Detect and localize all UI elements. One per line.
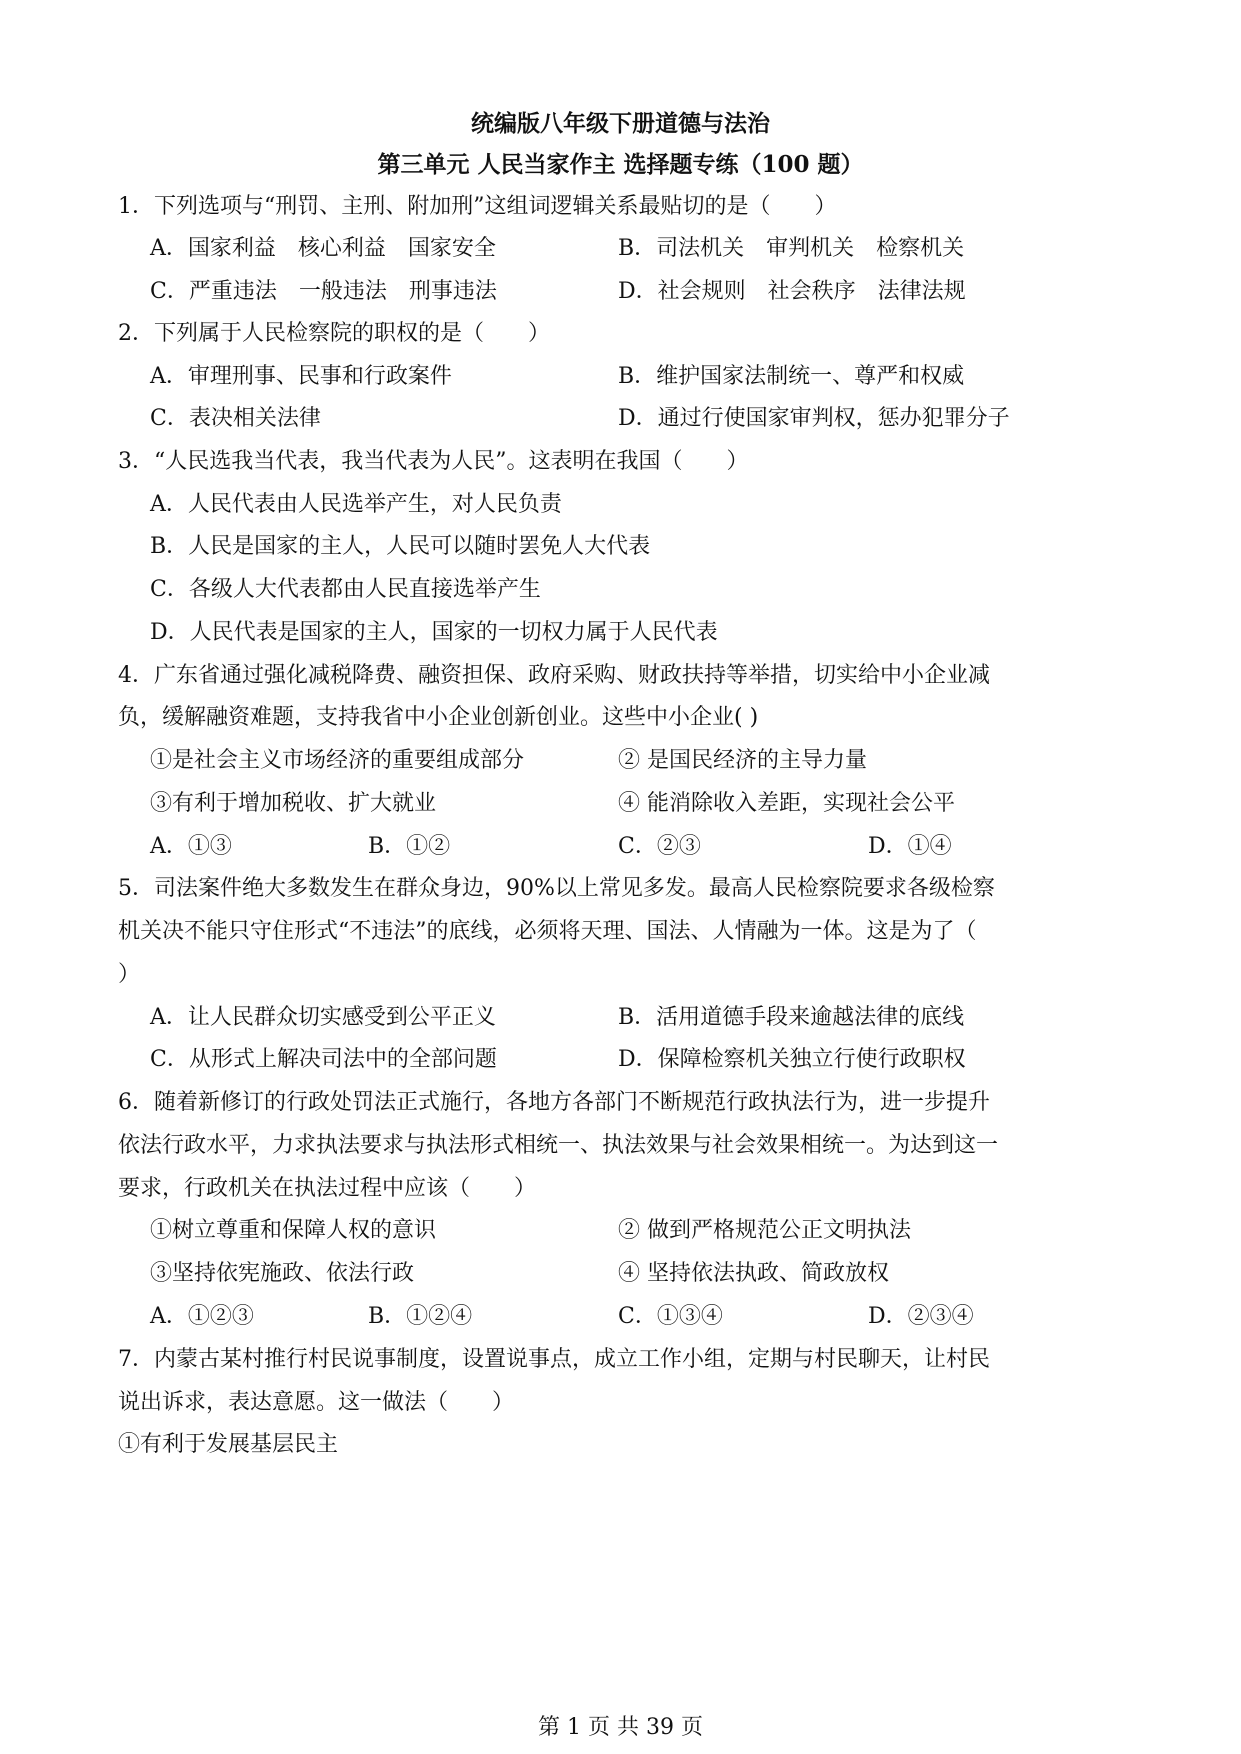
- question-2-option-c: C．表决相关法律: [150, 406, 321, 431]
- question-5-option-d: D．保障检察机关独立行使行政职权: [618, 1047, 966, 1072]
- question-4-statement-1: ①是社会主义市场经济的重要组成部分: [150, 748, 525, 773]
- question-4-option-b: B．①②: [368, 834, 451, 859]
- question-2-stem: 2．下列属于人民检察院的职权的是（ ）: [118, 321, 550, 346]
- question-6-option-a: A．①②③: [150, 1304, 254, 1329]
- question-4-stem-line-1: 4．广东省通过强化减税降费、融资担保、政府采购、财政扶持等举措，切实给中小企业减: [118, 663, 991, 688]
- question-4-option-a: A．①③: [150, 834, 232, 859]
- question-6-stem-line-3: 要求，行政机关在执法过程中应该（ ）: [118, 1176, 537, 1201]
- question-4-statement-3: ③有利于增加税收、扩大就业: [150, 791, 437, 816]
- question-3-option-a: A．人民代表由人民选举产生，对人民负责: [150, 492, 562, 517]
- document-subtitle: 第三单元 人民当家作主 选择题专练（100 题）: [377, 151, 864, 178]
- question-6-option-d: D．②③④: [868, 1304, 974, 1329]
- question-4-option-d: D．①④: [868, 834, 952, 859]
- question-6-stem-line-1: 6．随着新修订的行政处罚法正式施行，各地方各部门不断规范行政执法行为，进一步提升: [118, 1090, 991, 1115]
- question-1-stem: 1．下列选项与“刑罚、主刑、附加刑”这组词逻辑关系最贴切的是（ ）: [118, 194, 837, 219]
- question-1-option-c: C．严重违法 一般违法 刑事违法: [150, 279, 497, 304]
- question-5-stem-line-2: 机关决不能只守住形式“不违法”的底线，必须将天理、国法、人情融为一体。这是为了（: [118, 919, 977, 944]
- question-7-stem-line-2: 说出诉求，表达意愿。这一做法（ ）: [118, 1390, 515, 1415]
- question-3-stem: 3．“人民选我当代表，我当代表为人民”。这表明在我国（ ）: [118, 449, 749, 474]
- question-6-statement-3: ③坚持依宪施政、依法行政: [150, 1261, 415, 1286]
- question-3-option-b: B．人民是国家的主人，人民可以随时罢免人大代表: [150, 534, 651, 559]
- question-4-statement-2: ② 是国民经济的主导力量: [618, 748, 867, 773]
- question-1-option-b: B．司法机关 审判机关 检察机关: [618, 236, 965, 261]
- question-3-option-d: D．人民代表是国家的主人，国家的一切权力属于人民代表: [150, 620, 718, 645]
- question-3-option-c: C．各级人大代表都由人民直接选举产生: [150, 577, 541, 602]
- question-6-option-c: C．①③④: [618, 1304, 723, 1329]
- question-2-option-a: A．审理刑事、民事和行政案件: [150, 364, 452, 389]
- question-4-statement-4: ④ 能消除收入差距，实现社会公平: [618, 791, 955, 816]
- question-7-stem-line-1: 7．内蒙古某村推行村民说事制度，设置说事点，成立工作小组，定期与村民聊天，让村民: [118, 1347, 991, 1372]
- page-number: 第 1 页 共 39 页: [538, 1715, 703, 1740]
- question-5-stem-line-1: 5．司法案件绝大多数发生在群众身边，90%以上常见多发。最高人民检察院要求各级检察: [118, 876, 995, 901]
- question-5-stem-line-3: ）: [118, 962, 141, 987]
- question-2-option-b: B．维护国家法制统一、尊严和权威: [618, 364, 965, 389]
- question-2-option-d: D．通过行使国家审判权，惩办犯罪分子: [618, 406, 1010, 431]
- question-6-stem-line-2: 依法行政水平，力求执法要求与执法形式相统一、执法效果与社会效果相统一。为达到这一: [118, 1133, 999, 1158]
- question-6-statement-4: ④ 坚持依法执政、简政放权: [618, 1261, 889, 1286]
- question-1-option-d: D．社会规则 社会秩序 法律法规: [618, 279, 966, 304]
- question-6-statement-1: ①树立尊重和保障人权的意识: [150, 1218, 437, 1243]
- question-4-stem-line-2: 负，缓解融资难题，支持我省中小企业创新创业。这些中小企业( ): [118, 705, 759, 730]
- question-5-option-a: A．让人民群众切实感受到公平正义: [150, 1005, 496, 1030]
- question-4-option-c: C．②③: [618, 834, 701, 859]
- document-title: 统编版八年级下册道德与法治: [471, 110, 770, 137]
- question-5-option-b: B．活用道德手段来逾越法律的底线: [618, 1005, 965, 1030]
- question-7-statement-1: ①有利于发展基层民主: [118, 1432, 339, 1457]
- question-1-option-a: A．国家利益 核心利益 国家安全: [150, 236, 496, 261]
- question-6-option-b: B．①②④: [368, 1304, 473, 1329]
- question-6-statement-2: ② 做到严格规范公正文明执法: [618, 1218, 911, 1243]
- question-5-option-c: C．从形式上解决司法中的全部问题: [150, 1047, 497, 1072]
